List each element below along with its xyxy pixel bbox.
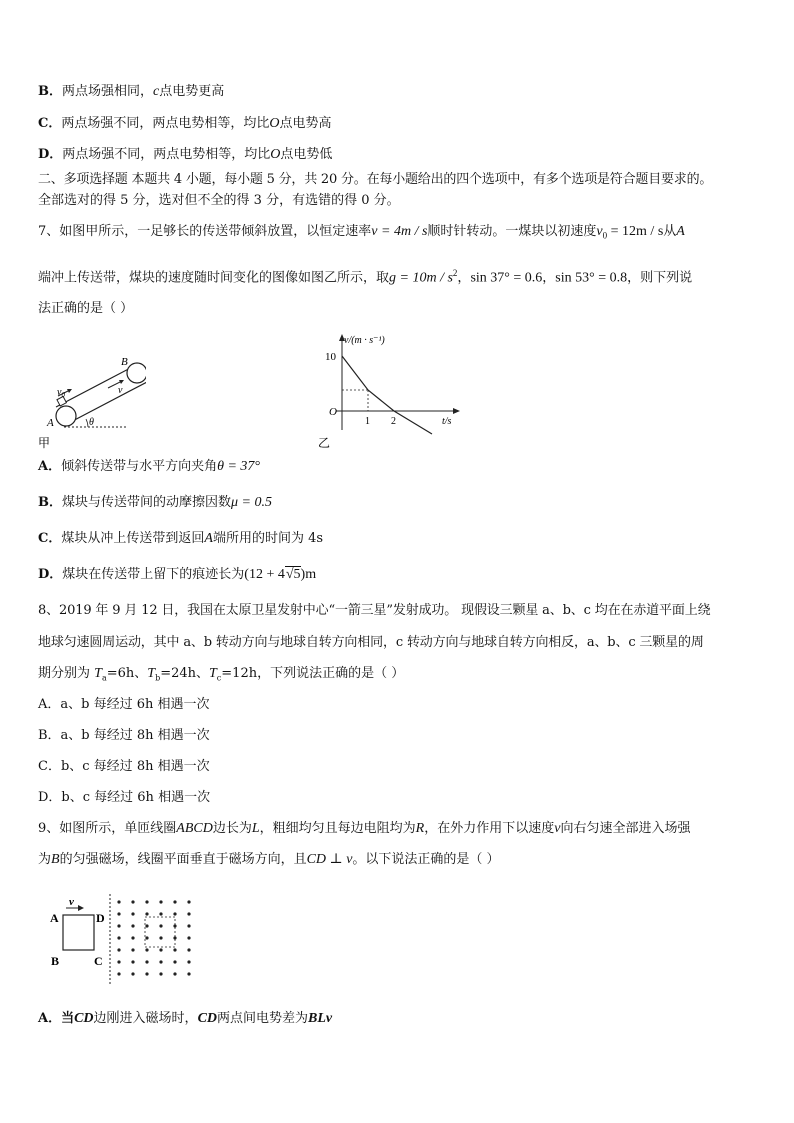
- field-dot: [145, 960, 148, 963]
- math-v: v = 4m / s: [371, 224, 428, 239]
- field-dot: [159, 960, 162, 963]
- field-dot: [173, 936, 176, 939]
- q8-text: =24h、: [160, 666, 209, 681]
- option-label: A．当: [38, 1011, 75, 1026]
- coil-final-position: [145, 917, 175, 947]
- math-g: g = 10m / s: [389, 270, 453, 286]
- q9-line2: [38, 852, 500, 868]
- label-a: A: [47, 417, 54, 429]
- option-math: (12 + 4: [244, 567, 285, 582]
- math-v: v: [554, 821, 561, 836]
- y-axis-label: v/(m · s⁻¹): [344, 335, 385, 346]
- field-dot: [187, 912, 190, 915]
- math-point-a: A: [676, 224, 685, 239]
- field-dot: [131, 936, 134, 939]
- option-label: B．: [38, 495, 62, 510]
- pulley-b: [127, 363, 146, 383]
- field-dot: [145, 912, 148, 915]
- math-var: c: [153, 84, 160, 99]
- option-text: 两点场强不同，两点电势相等，均比: [61, 116, 270, 131]
- math-sin37: sin 37° = 0.6: [470, 270, 543, 286]
- x-axis-label: t/s: [442, 416, 452, 427]
- question-number: 7、: [38, 224, 60, 239]
- period-a: T: [94, 666, 102, 681]
- option-d-prev: [38, 147, 332, 163]
- field-dot: [117, 960, 120, 963]
- math-cd: CD: [74, 1011, 94, 1026]
- label-v0: $v_0$: [57, 387, 65, 399]
- field-dot: [159, 900, 162, 903]
- figure-jia-conveyor: [36, 350, 146, 450]
- q8-option-d: D．b、c 每经过 6h 相遇一次: [38, 790, 211, 805]
- label-a: A: [50, 911, 59, 925]
- q8-line2: 地球匀速圆周运动，其中 a、b 转动方向与地球自转方向相同，c 转动方向与地球自转方向相反，a、b、c 三颗星的周: [38, 635, 704, 650]
- option-label: B．: [38, 84, 62, 99]
- field-dot: [187, 960, 190, 963]
- q9-text: 为: [38, 852, 52, 867]
- math-var: O: [269, 116, 280, 131]
- x-axis-arrow: [453, 408, 460, 414]
- math-abcd: ABCD: [176, 821, 213, 836]
- q9-text: 边长为: [212, 821, 252, 836]
- field-dot: [131, 972, 134, 975]
- q7-line3: 法正确的是（ ）: [38, 301, 134, 316]
- q8-option-a: A．a、b 每经过 6h 相遇一次: [38, 697, 210, 712]
- label-b: B: [51, 954, 60, 968]
- math-cd: CD: [197, 1011, 218, 1026]
- field-dot: [145, 948, 148, 951]
- q7-line2: [38, 265, 692, 286]
- math-v0: v: [596, 224, 603, 239]
- field-dot: [145, 936, 148, 939]
- field-dot: [117, 948, 120, 951]
- label-d: D: [96, 911, 105, 925]
- q9-text: 9、如图所示，单匝线圈: [38, 821, 177, 836]
- option-label: D．: [38, 567, 63, 582]
- label-theta: θ: [89, 417, 94, 428]
- field-dot: [187, 924, 190, 927]
- q8-text: =6h、: [106, 666, 148, 681]
- option-label: C．: [38, 531, 62, 546]
- math-r: R: [415, 821, 425, 836]
- q8-line3: [38, 666, 404, 687]
- field-dot: [173, 960, 176, 963]
- label-v: v: [69, 896, 74, 908]
- option-text: 边刚进入磁场时，: [93, 1011, 198, 1026]
- velocity-arrowhead: [78, 905, 84, 911]
- vt-line: [342, 356, 432, 434]
- q7-text: 从: [663, 224, 677, 239]
- caption-yi: 乙: [318, 436, 331, 450]
- field-dot: [173, 924, 176, 927]
- field-dot: [159, 972, 162, 975]
- figure-yi-vt-graph: [316, 330, 466, 452]
- period-c: T: [209, 666, 217, 681]
- q8-option-c: C．b、c 每经过 8h 相遇一次: [38, 759, 210, 774]
- field-dot: [117, 900, 120, 903]
- q7-text: ，: [457, 270, 471, 286]
- field-dot: [117, 972, 120, 975]
- option-text: 煤块在传送带上留下的痕迹长为: [62, 567, 245, 582]
- caption-jia: 甲: [38, 436, 51, 450]
- period-sub: a: [101, 673, 107, 683]
- belt-bottom: [65, 382, 146, 425]
- label-b: B: [121, 356, 128, 368]
- option-text: 煤块与传送带间的动摩擦因数: [62, 495, 232, 510]
- field-dot: [131, 912, 134, 915]
- option-c-prev: [38, 116, 332, 132]
- q9-text: 向右匀速全部进入场强: [560, 821, 691, 836]
- q8-line1: 8、2019 年 9 月 12 日，我国在太原卫星发射中心“一箭三星”发射成功。 现假设三颗星 a、b、c 均在在赤道平面上绕: [38, 603, 711, 618]
- field-dot: [131, 960, 134, 963]
- q8-text: =12h，下列说法正确的是（ ）: [221, 666, 405, 681]
- origin-label: O: [329, 406, 337, 418]
- option-math: θ = 37°: [217, 459, 261, 474]
- belt-top: [56, 364, 138, 407]
- q7-text: 顺时针转动。一煤块以初速度: [427, 224, 597, 239]
- q9-text: ，粗细均匀且每边电阻均为: [259, 821, 416, 836]
- sqrt-radicand: √5: [285, 567, 301, 582]
- field-dot: [173, 900, 176, 903]
- field-dot: [173, 948, 176, 951]
- option-b-prev: [38, 84, 224, 100]
- label-c: C: [94, 954, 103, 968]
- tick-y-10: 10: [325, 351, 336, 363]
- math-b: B: [51, 852, 60, 867]
- option-label: C．: [38, 116, 62, 131]
- field-dot: [131, 900, 134, 903]
- option-text: 点电势更高: [159, 84, 225, 99]
- math-sin53: sin 53° = 0.8: [555, 270, 628, 286]
- q7-text: ，则下列说: [627, 270, 693, 286]
- field-dot: [131, 948, 134, 951]
- option-text: 两点场强相同，: [62, 84, 154, 99]
- math-sub: 0: [602, 230, 608, 241]
- option-label: A．: [38, 459, 62, 474]
- q7-text: 如图甲所示，一足够长的传送带倾斜放置，以恒定速率: [59, 224, 372, 239]
- q9-text: 的匀强磁场，线圈平面垂直于磁场方向，且: [59, 852, 307, 867]
- field-dots: [117, 900, 190, 975]
- option-label: D．: [38, 147, 63, 162]
- q8-text: 期分别为: [38, 666, 95, 681]
- q7-option-b: [38, 495, 272, 511]
- tick-x-1: 1: [365, 416, 370, 427]
- coil-abcd: [63, 915, 94, 950]
- q7-text: 端冲上传送带，煤块的速度随时间变化的图像如图乙所示，取: [38, 270, 390, 286]
- field-dot: [187, 948, 190, 951]
- period-b: T: [147, 666, 156, 681]
- math-blv: BLv: [308, 1011, 333, 1026]
- label-v: v: [118, 385, 123, 396]
- option-math: )m: [300, 567, 317, 582]
- field-dot: [173, 972, 176, 975]
- q9-text: 。以下说法正确的是（ ）: [352, 852, 500, 867]
- q7-option-d: [38, 567, 316, 583]
- field-dot: [117, 912, 120, 915]
- period-sub: c: [216, 673, 222, 683]
- option-text: 两点场强不同，两点电势相等，均比: [62, 147, 271, 162]
- field-dot: [117, 936, 120, 939]
- math-l: L: [251, 821, 260, 836]
- pulley-a: [56, 406, 76, 426]
- field-dot: [187, 936, 190, 939]
- math-var: O: [270, 147, 281, 162]
- option-text: 点电势高: [279, 116, 332, 131]
- field-dot: [173, 912, 176, 915]
- field-dot: [187, 972, 190, 975]
- math-v0-value: = 12m / s: [607, 224, 664, 239]
- option-var: A: [204, 531, 213, 546]
- field-dot: [131, 924, 134, 927]
- q7-option-a: [38, 459, 260, 475]
- option-text: 两点间电势差为: [217, 1011, 309, 1026]
- section-header-line2: 全部选对的得 5 分，选对但不全的得 3 分，有选错的得 0 分。: [38, 193, 400, 208]
- field-dot: [159, 924, 162, 927]
- field-dot: [187, 900, 190, 903]
- q9-option-a: [38, 1011, 332, 1027]
- q9-line1: [38, 821, 690, 837]
- figure-coil-field: [44, 890, 204, 990]
- field-dot: [145, 924, 148, 927]
- field-dot: [159, 948, 162, 951]
- angle-arc: [86, 419, 88, 427]
- section-header-line1: 二、多项选择题 本题共 4 小题，每小题 5 分，共 20 分。在每小题给出的四个选项中，有多个选项是符合题目要求的。: [38, 172, 713, 187]
- q7-option-c: [38, 531, 323, 547]
- option-text: 倾斜传送带与水平方向夹角: [61, 459, 218, 474]
- field-dot: [145, 972, 148, 975]
- option-text: 煤块从冲上传送带到返回: [61, 531, 205, 546]
- radicand-value: 5: [293, 567, 301, 582]
- math-perp: CD ⊥ v: [306, 852, 353, 867]
- field-dot: [145, 900, 148, 903]
- q7-text: ，: [542, 270, 556, 286]
- option-text: 点电势低: [280, 147, 333, 162]
- math-exp: 2: [452, 268, 458, 278]
- q8-option-b: B．a、b 每经过 8h 相遇一次: [38, 728, 210, 743]
- option-math: μ = 0.5: [231, 495, 272, 510]
- q7-line1: [38, 224, 685, 244]
- tick-x-2: 2: [391, 416, 396, 427]
- field-dot: [159, 936, 162, 939]
- q9-text: ，在外力作用下以速度: [424, 821, 555, 836]
- option-text: 端所用的时间为 4s: [212, 531, 324, 546]
- field-dot: [159, 912, 162, 915]
- period-sub: b: [155, 673, 161, 683]
- field-dot: [117, 924, 120, 927]
